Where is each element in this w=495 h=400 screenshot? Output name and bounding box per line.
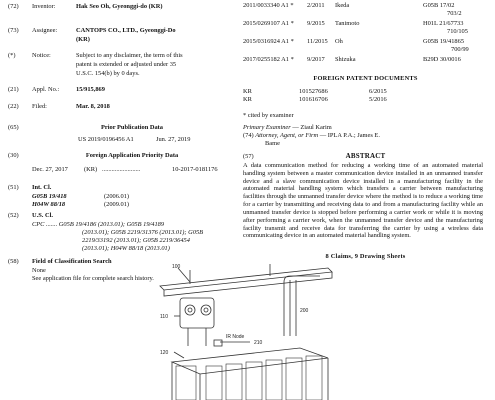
citation-number: 2015/0269107 A1 *	[243, 20, 294, 27]
section-title: U.S. Cl.	[32, 212, 53, 219]
facility-panel	[266, 360, 282, 400]
field-label: Notice:	[32, 52, 51, 59]
field-label: Assignee:	[32, 27, 58, 34]
facility-edge	[172, 358, 328, 400]
facility-pipe	[284, 280, 296, 336]
leader-line	[178, 268, 190, 282]
citation-date: 9/2017	[307, 56, 325, 63]
search-line: None	[32, 267, 46, 274]
section-title: Field of Classification Search	[32, 258, 112, 265]
attorney	[243, 132, 380, 140]
notice-line: patent is extended or adjusted under 35	[76, 61, 177, 68]
citation-subclass: 700/99	[451, 46, 469, 53]
ir-node	[214, 340, 222, 346]
field-label: Filed:	[32, 103, 47, 110]
prior-pub-date: Jun. 27, 2019	[156, 136, 191, 143]
field-label: Inventor:	[32, 3, 56, 10]
examiner-label: Primary Examiner	[243, 124, 291, 131]
field-code: (22)	[8, 103, 19, 110]
facility-panel	[306, 356, 322, 400]
abstract-text: A data communication method for reducing a working time of an automated material handling system between a master communication device installed in an unmanned transfer device and a slave communication device installed in a manufacturing facility in the automated material handling system which transfers a carrier between manufacturing facilities through the unmanned transfer device where the method is to reduce a working time for a carrier by transmitting and receiving data to and from a manufacturing facility while an unmanned transfer device is stopped before performing a carrier work or while it is moving after performing a carrier work, when the unmanned transfer device and the manufacturing facility transmit and receive data for transferring the carrier by using a wireless data communicating device in an automated material handling system.	[243, 162, 483, 240]
field-code: (21)	[8, 86, 19, 93]
field-code: (51)	[8, 184, 19, 191]
field-label: Appl. No.:	[32, 86, 60, 93]
notice-line: Subject to any disclaimer, the term of this	[76, 52, 183, 59]
field-code: (58)	[8, 258, 19, 265]
foreign-country: KR	[243, 96, 252, 103]
foreign-country: KR	[243, 88, 252, 95]
vehicle-hub	[204, 308, 208, 312]
ref-label: 210	[254, 340, 263, 346]
citation-inventor: Tanimoto	[335, 20, 360, 27]
facility-top	[172, 348, 328, 374]
section-title: Int. Cl.	[32, 184, 52, 191]
citation-class: G05B 17/02	[423, 2, 455, 9]
field-code: (52)	[8, 212, 19, 219]
int-class-year: (2006.01)	[104, 193, 130, 200]
priority-number: 10-2017-0181176	[172, 166, 218, 173]
cpc-line: CPC ....... G05B 19/4186 (2013.01); G05B 19/4189	[32, 221, 165, 228]
citation-subclass: 710/105	[447, 28, 468, 35]
field-code: (65)	[8, 124, 19, 131]
priority-date: Dec. 27, 2017	[32, 166, 68, 173]
field-code: (72)	[8, 3, 19, 10]
inventor-name: Hak Seo Oh, Gyeonggi-do (KR)	[76, 3, 163, 10]
ref-label: 200	[300, 308, 309, 314]
primary-examiner	[243, 124, 332, 132]
foreign-date: 6/2015	[369, 88, 387, 95]
assignee-country: (KR)	[76, 36, 90, 43]
foreign-number: 101527686	[299, 88, 328, 95]
ref-label: 120	[160, 350, 169, 356]
attorney-label: Attorney, Agent, or Firm	[255, 132, 319, 139]
facility-panel	[286, 358, 302, 400]
foreign-number: 101616706	[299, 96, 328, 103]
int-class: G05B 19/418	[32, 193, 67, 200]
foreign-docs-title: FOREIGN PATENT DOCUMENTS	[313, 75, 418, 82]
assignee-name: CANTOPS CO., LTD., Gyeonggi-Do	[76, 27, 176, 34]
citation-inventor: Ikeda	[335, 2, 350, 9]
examiner-name: — Ziaul Karim	[290, 124, 332, 131]
claims-count: 8 Claims, 9 Drawing Sheets	[325, 253, 406, 260]
facility-panel	[206, 366, 222, 400]
section-title: Prior Publication Data	[100, 124, 163, 131]
citation-date: 9/2015	[307, 20, 325, 27]
appl-no-value: 15/915,869	[76, 86, 105, 93]
attorney-name: — IPLA P.A.; James E.	[318, 132, 380, 139]
citation-number: 2015/0316924 A1 *	[243, 38, 294, 45]
citation-inventor: Shizuka	[335, 56, 356, 63]
ref-label: IR Node	[226, 334, 245, 340]
cpc-line: (2013.01); H04W 88/18 (2013.01)	[82, 245, 170, 252]
field-code: (74)	[243, 132, 256, 139]
section-title: Foreign Application Priority Data	[85, 152, 179, 159]
field-code: (*)	[8, 52, 16, 59]
representative-drawing	[150, 262, 340, 400]
notice-line: U.S.C. 154(b) by 0 days.	[76, 70, 140, 77]
citation-date: 2/2011	[307, 2, 325, 9]
cited-by-examiner: * cited by examiner	[243, 112, 294, 119]
search-line: See application file for complete search history.	[32, 275, 154, 282]
filed-date: Mar. 8, 2018	[76, 103, 110, 110]
citation-class: G05B 19/41865	[423, 38, 465, 45]
citation-inventor: Oh	[335, 38, 343, 45]
citation-number: 2011/0033340 A1 *	[243, 2, 294, 9]
vehicle-wheel	[185, 305, 195, 315]
ref-label: 110	[160, 314, 168, 320]
prior-pub-number: US 2019/0196456 A1	[78, 136, 134, 143]
field-code: (57)	[243, 153, 254, 160]
abstract-title: ABSTRACT	[345, 152, 386, 160]
attorney-name-cont: Bame	[265, 140, 280, 147]
ref-label: 100	[172, 264, 181, 270]
transfer-vehicle	[180, 298, 214, 328]
ceiling-rail	[160, 268, 332, 290]
cpc-line: (2013.01); G05B 2219/31376 (2013.01); G05B	[82, 229, 204, 236]
citation-subclass: 703/2	[447, 10, 462, 17]
vehicle-hub	[188, 308, 192, 312]
leader-line	[174, 352, 184, 358]
leader-dots: ........................	[102, 166, 141, 173]
int-class: H04W 88/18	[32, 201, 66, 208]
int-class-year: (2009.01)	[104, 201, 130, 208]
cpc-line: 2219/33192 (2013.01); G05B 2219/36454	[82, 237, 190, 244]
vehicle-wheel	[201, 305, 211, 315]
citation-number: 2017/0255182 A1 *	[243, 56, 294, 63]
field-code: (73)	[8, 27, 19, 34]
priority-country: (KR)	[84, 166, 98, 173]
citation-class: H01L 21/67733	[423, 20, 464, 27]
citation-date: 11/2015	[307, 38, 328, 45]
field-code: (30)	[8, 152, 19, 159]
citation-class: B29D 30/0016	[423, 56, 461, 63]
foreign-date: 5/2016	[369, 96, 387, 103]
